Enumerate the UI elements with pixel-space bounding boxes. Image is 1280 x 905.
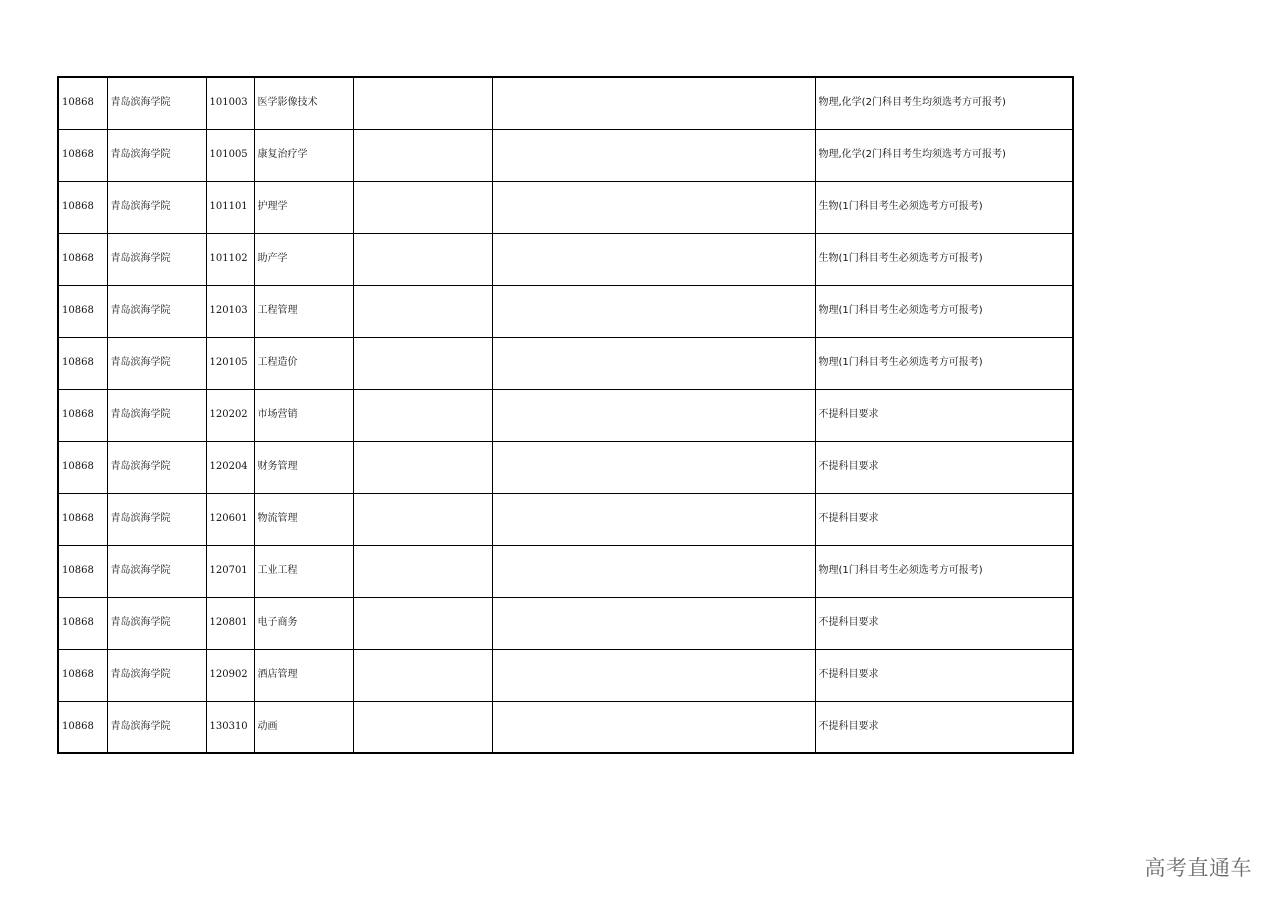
watermark-text: 高考直通车 [1144, 856, 1252, 880]
table-row [58, 181, 1073, 233]
empty-cell [492, 233, 815, 285]
empty-cell [353, 77, 492, 129]
major-code-cell: 101101 [206, 181, 254, 233]
subject-requirement-cell: 物理(1门科目考生必须选考方可报考) [815, 285, 1073, 337]
subject-requirement-cell: 不提科目要求 [815, 493, 1073, 545]
subject-requirement-cell: 物理,化学(2门科目考生均须选考方可报考) [815, 77, 1073, 129]
empty-cell [492, 597, 815, 649]
empty-cell [353, 545, 492, 597]
school-code-cell: 10868 [58, 493, 107, 545]
table-row [58, 701, 1073, 753]
subject-requirement-cell: 不提科目要求 [815, 649, 1073, 701]
empty-cell [353, 441, 492, 493]
major-code-cell: 101005 [206, 129, 254, 181]
school-code-cell: 10868 [58, 337, 107, 389]
major-code-cell: 120801 [206, 597, 254, 649]
school-code-cell: 10868 [58, 649, 107, 701]
empty-cell [353, 181, 492, 233]
major-name-cell: 电子商务 [254, 597, 353, 649]
major-code-cell: 120902 [206, 649, 254, 701]
table-body [58, 77, 1073, 753]
major-name-cell: 市场营销 [254, 389, 353, 441]
table-row [58, 597, 1073, 649]
subject-requirement-cell: 不提科目要求 [815, 701, 1073, 753]
major-name-cell: 财务管理 [254, 441, 353, 493]
school-name-cell: 青岛滨海学院 [107, 493, 206, 545]
admission-requirements-table [57, 76, 1074, 754]
school-name-cell: 青岛滨海学院 [107, 649, 206, 701]
empty-cell [492, 441, 815, 493]
table-row [58, 233, 1073, 285]
school-name-cell: 青岛滨海学院 [107, 129, 206, 181]
school-code-cell: 10868 [58, 181, 107, 233]
table-row [58, 77, 1073, 129]
major-name-cell: 工业工程 [254, 545, 353, 597]
school-name-cell: 青岛滨海学院 [107, 441, 206, 493]
major-code-cell: 120202 [206, 389, 254, 441]
school-code-cell: 10868 [58, 77, 107, 129]
major-code-cell: 101003 [206, 77, 254, 129]
school-name-cell: 青岛滨海学院 [107, 181, 206, 233]
major-name-cell: 医学影像技术 [254, 77, 353, 129]
subject-requirement-cell: 不提科目要求 [815, 389, 1073, 441]
empty-cell [492, 181, 815, 233]
empty-cell [353, 233, 492, 285]
subject-requirement-cell: 生物(1门科目考生必须选考方可报考) [815, 181, 1073, 233]
major-code-cell: 101102 [206, 233, 254, 285]
major-name-cell: 康复治疗学 [254, 129, 353, 181]
subject-requirement-cell: 物理,化学(2门科目考生均须选考方可报考) [815, 129, 1073, 181]
school-code-cell: 10868 [58, 701, 107, 753]
subject-requirement-cell: 物理(1门科目考生必须选考方可报考) [815, 545, 1073, 597]
major-name-cell: 助产学 [254, 233, 353, 285]
empty-cell [353, 493, 492, 545]
major-code-cell: 120105 [206, 337, 254, 389]
table-row [58, 441, 1073, 493]
table-row [58, 285, 1073, 337]
empty-cell [353, 649, 492, 701]
school-name-cell: 青岛滨海学院 [107, 77, 206, 129]
empty-cell [492, 285, 815, 337]
school-code-cell: 10868 [58, 389, 107, 441]
table-row [58, 649, 1073, 701]
subject-requirement-cell: 生物(1门科目考生必须选考方可报考) [815, 233, 1073, 285]
school-name-cell: 青岛滨海学院 [107, 701, 206, 753]
major-name-cell: 酒店管理 [254, 649, 353, 701]
subject-requirement-cell: 物理(1门科目考生必须选考方可报考) [815, 337, 1073, 389]
table-row [58, 337, 1073, 389]
school-code-cell: 10868 [58, 545, 107, 597]
school-name-cell: 青岛滨海学院 [107, 389, 206, 441]
empty-cell [353, 285, 492, 337]
school-name-cell: 青岛滨海学院 [107, 597, 206, 649]
major-code-cell: 120601 [206, 493, 254, 545]
table-row [58, 493, 1073, 545]
empty-cell [353, 337, 492, 389]
major-code-cell: 130310 [206, 701, 254, 753]
school-name-cell: 青岛滨海学院 [107, 337, 206, 389]
table-row [58, 129, 1073, 181]
empty-cell [492, 337, 815, 389]
major-code-cell: 120701 [206, 545, 254, 597]
table-row [58, 545, 1073, 597]
major-name-cell: 物流管理 [254, 493, 353, 545]
empty-cell [492, 77, 815, 129]
empty-cell [353, 389, 492, 441]
school-code-cell: 10868 [58, 285, 107, 337]
major-code-cell: 120204 [206, 441, 254, 493]
school-name-cell: 青岛滨海学院 [107, 285, 206, 337]
empty-cell [492, 129, 815, 181]
empty-cell [492, 493, 815, 545]
major-name-cell: 工程管理 [254, 285, 353, 337]
major-name-cell: 护理学 [254, 181, 353, 233]
school-code-cell: 10868 [58, 233, 107, 285]
empty-cell [492, 545, 815, 597]
school-code-cell: 10868 [58, 441, 107, 493]
subject-requirement-cell: 不提科目要求 [815, 441, 1073, 493]
empty-cell [353, 701, 492, 753]
major-name-cell: 工程造价 [254, 337, 353, 389]
school-code-cell: 10868 [58, 597, 107, 649]
major-code-cell: 120103 [206, 285, 254, 337]
empty-cell [492, 649, 815, 701]
major-name-cell: 动画 [254, 701, 353, 753]
subject-requirement-cell: 不提科目要求 [815, 597, 1073, 649]
school-name-cell: 青岛滨海学院 [107, 233, 206, 285]
empty-cell [492, 701, 815, 753]
empty-cell [353, 129, 492, 181]
empty-cell [492, 389, 815, 441]
empty-cell [353, 597, 492, 649]
table-row [58, 389, 1073, 441]
school-code-cell: 10868 [58, 129, 107, 181]
school-name-cell: 青岛滨海学院 [107, 545, 206, 597]
